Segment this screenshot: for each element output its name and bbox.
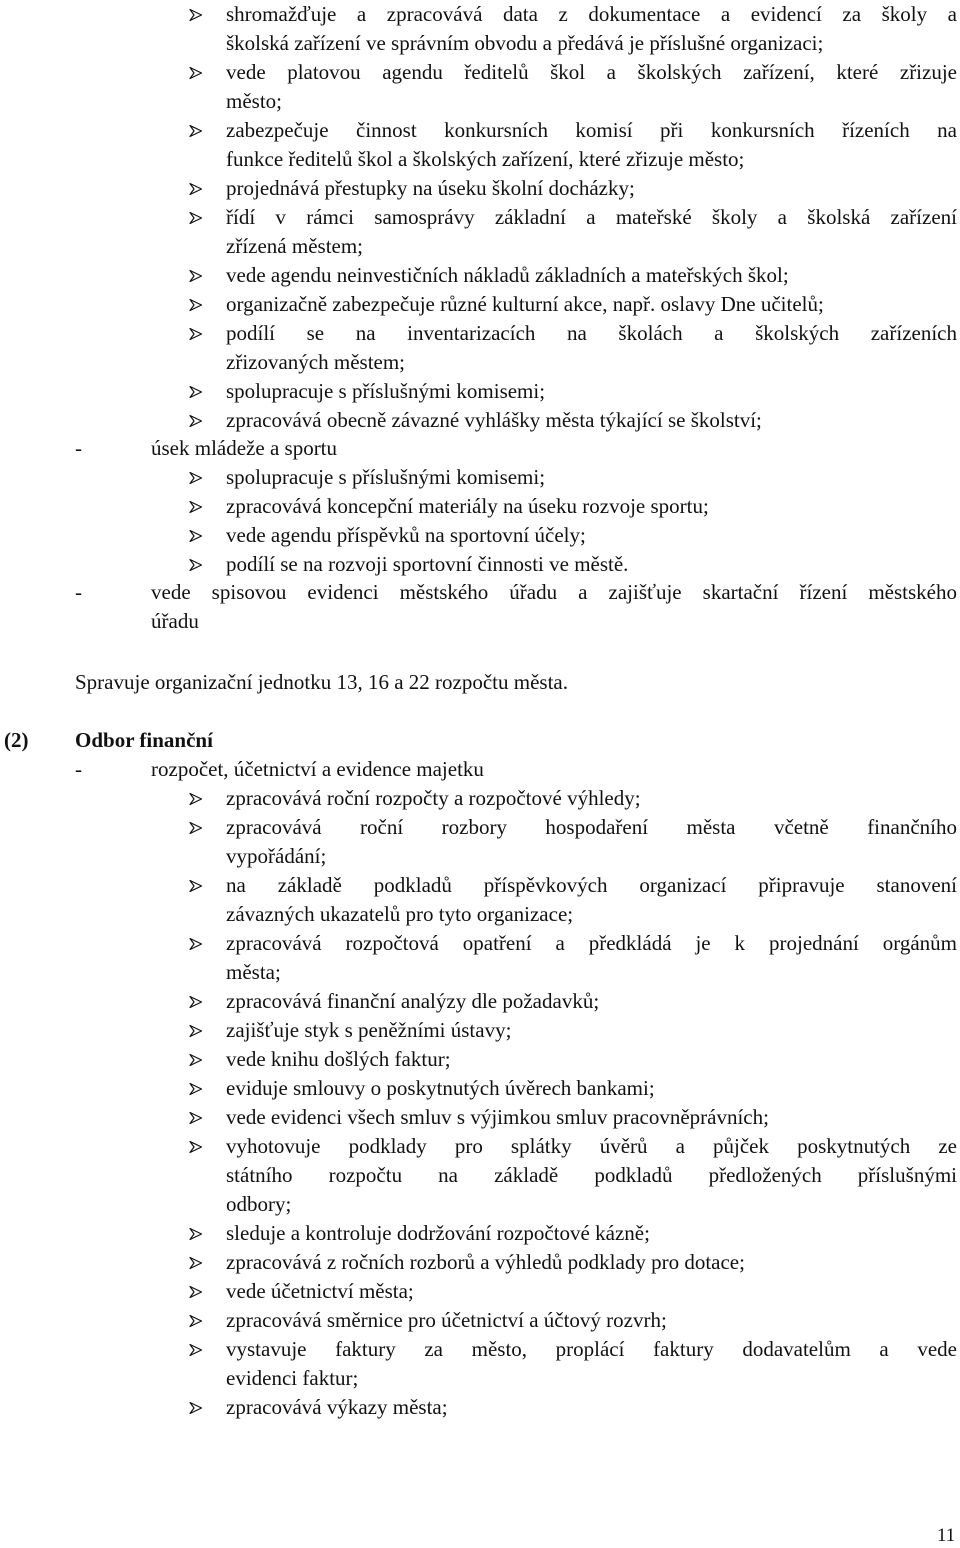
list-item-line: spolupracuje s příslušnými komisemi; (226, 379, 546, 403)
list-item-line: zpracovává z ročních rozborů a výhledů podklady pro dotace; (226, 1250, 745, 1274)
list-item-line: vede účetnictví města; (226, 1279, 414, 1303)
list-item-line: vede knihu došlých faktur; (226, 1047, 451, 1071)
page-number: 11 (937, 1525, 956, 1546)
list-item-line: projednává přestupky na úseku školní docházky; (226, 176, 635, 200)
bullet-arrow-icon (189, 558, 203, 572)
list-item-line: shromažďuje a zpracovává data z dokumentace a evidencí za školy a (226, 2, 957, 26)
finance-number: (2) (4, 728, 29, 752)
bullet-arrow-icon (189, 1053, 203, 1067)
bullet-arrow-icon (189, 1227, 203, 1241)
list-item-line: spolupracuje s příslušnými komisemi; (226, 465, 546, 489)
list-item-line: zpracovává koncepční materiály na úseku rozvoje sportu; (226, 494, 709, 518)
list-item-line: zpracovává obecně závazné vyhlášky města týkající se školství; (226, 408, 762, 432)
list-item-line: evidenci faktur; (226, 1366, 359, 1390)
list-item-line: zpracovává roční rozbory hospodaření města včetně finančního (226, 815, 957, 839)
bullet-arrow-icon (189, 471, 203, 485)
list-item-line: státního rozpočtu na základě podkladů předložených příslušnými (226, 1163, 957, 1187)
list-item-line: na základě podkladů příspěvkových organizací připravuje stanovení (226, 873, 957, 897)
list-item-line: vede agendu příspěvků na sportovní účely; (226, 523, 586, 547)
bullet-arrow-icon (189, 879, 203, 893)
bullet-arrow-icon (189, 298, 203, 312)
bullet-arrow-icon (189, 8, 203, 22)
list-item-line: odbory; (226, 1192, 292, 1216)
list-item-line: organizačně zabezpečuje různé kulturní akce, např. oslavy Dne učitelů; (226, 292, 824, 316)
list-item-line: město; (226, 89, 282, 113)
bullet-arrow-icon (189, 1285, 203, 1299)
bullet-arrow-icon (189, 327, 203, 341)
bullet-arrow-icon (189, 1111, 203, 1125)
registry-dash: - (75, 580, 82, 604)
bullet-arrow-icon (189, 182, 203, 196)
list-item-line: sleduje a kontroluje dodržování rozpočtové kázně; (226, 1221, 650, 1245)
bullet-arrow-icon (189, 821, 203, 835)
list-item-line: zpracovává roční rozpočty a rozpočtové výhledy; (226, 786, 641, 810)
bullet-arrow-icon (189, 1024, 203, 1038)
list-item-line: vystavuje faktury za město, proplácí faktury dodavatelům a vede (226, 1337, 957, 1361)
list-item-line: školská zařízení ve správním obvodu a předává je příslušné organizaci; (226, 31, 824, 55)
list-item-line: zřízená městem; (226, 234, 364, 258)
bullet-arrow-icon (189, 500, 203, 514)
finance-title: Odbor finanční (75, 728, 213, 752)
finance-sub-dash: - (75, 757, 82, 781)
list-item-line: funkce ředitelů škol a školských zařízení, které zřizuje město; (226, 147, 745, 171)
list-item-line: vyhotovuje podklady pro splátky úvěrů a půjček poskytnutých ze (226, 1134, 957, 1158)
list-item-line: vypořádání; (226, 844, 327, 868)
youth-sport-dash: - (75, 436, 82, 460)
bullet-arrow-icon (189, 211, 203, 225)
bullet-arrow-icon (189, 66, 203, 80)
list-item-line: zřizovaných městem; (226, 350, 406, 374)
list-item-line: zpracovává rozpočtová opatření a předkládá je k projednání orgánům (226, 931, 957, 955)
bullet-arrow-icon (189, 1343, 203, 1357)
bullet-arrow-icon (189, 995, 203, 1009)
list-item-line: vede evidenci všech smluv s výjimkou smluv pracovněprávních; (226, 1105, 769, 1129)
bullet-arrow-icon (189, 937, 203, 951)
list-item-line: podílí se na rozvoji sportovní činnosti ve městě. (226, 552, 629, 576)
bullet-arrow-icon (189, 792, 203, 806)
list-item-line: města; (226, 960, 281, 984)
bullet-arrow-icon (189, 414, 203, 428)
bullet-arrow-icon (189, 1140, 203, 1154)
youth-sport-heading: úsek mládeže a sportu (151, 436, 338, 460)
list-item-line: zpracovává výkazy města; (226, 1395, 448, 1419)
registry-line-1: vede spisovou evidenci městského úřadu a zajišťuje skartační řízení městského (151, 580, 957, 604)
list-item-line: vede platovou agendu ředitelů škol a školských zařízení, které zřizuje (226, 60, 957, 84)
list-item-line: zabezpečuje činnost konkursních komisí při konkursních řízeních na (226, 118, 957, 142)
bullet-arrow-icon (189, 269, 203, 283)
bullet-arrow-icon (189, 529, 203, 543)
list-item-line: zajišťuje styk s peněžními ústavy; (226, 1018, 512, 1042)
bullet-arrow-icon (189, 1082, 203, 1096)
list-item-line: závazných ukazatelů pro tyto organizace; (226, 902, 574, 926)
registry-line-2: úřadu (151, 609, 199, 633)
finance-sub-heading: rozpočet, účetnictví a evidence majetku (151, 757, 484, 781)
bullet-arrow-icon (189, 124, 203, 138)
list-item-line: řídí v rámci samosprávy základní a mateřské školy a školská zařízení (226, 205, 957, 229)
bullet-arrow-icon (189, 1314, 203, 1328)
list-item-line: zpracovává finanční analýzy dle požadavků; (226, 989, 600, 1013)
bullet-arrow-icon (189, 385, 203, 399)
list-item-line: podílí se na inventarizacích na školách a školských zařízeních (226, 321, 957, 345)
list-item-line: vede agendu neinvestičních nákladů základních a mateřských škol; (226, 263, 789, 287)
bullet-arrow-icon (189, 1401, 203, 1415)
budget-note: Spravuje organizační jednotku 13, 16 a 22 rozpočtu města. (75, 670, 568, 694)
list-item-line: zpracovává směrnice pro účetnictví a účtový rozvrh; (226, 1308, 667, 1332)
list-item-line: eviduje smlouvy o poskytnutých úvěrech bankami; (226, 1076, 655, 1100)
bullet-arrow-icon (189, 1256, 203, 1270)
